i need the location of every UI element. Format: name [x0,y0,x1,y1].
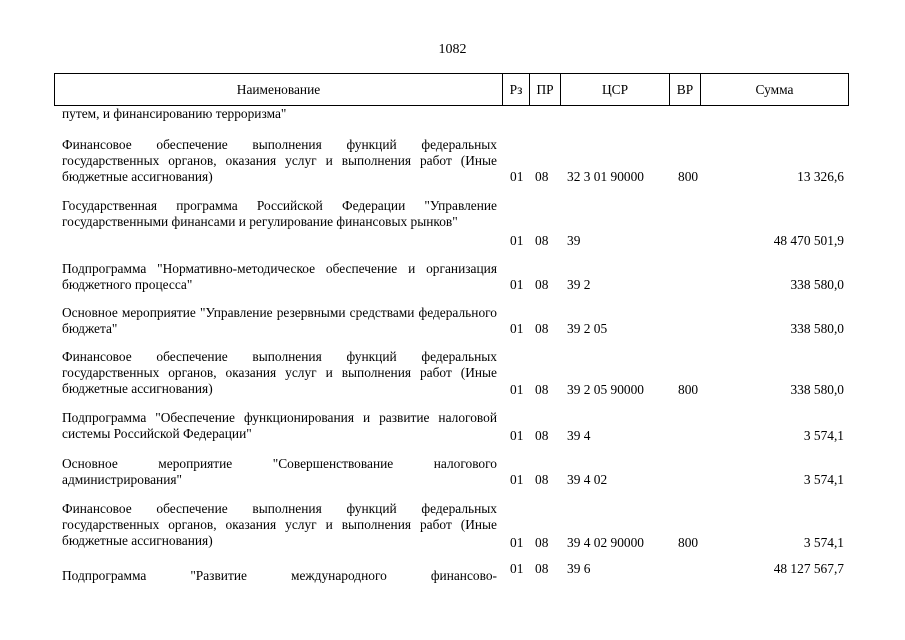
row-name: путем, и финансированию терроризма" [62,106,287,121]
row-sum: 338 580,0 [790,277,844,292]
header-pr: ПР [530,74,561,105]
row-sum: 338 580,0 [790,321,844,336]
row-rz: 01 [510,472,524,487]
row-name: Финансовое обеспечение выполнения функций федеральных государственных органов, оказания услуг и выполнения работ (Иные бюджетные ассигнования) [62,501,497,548]
header-vr: ВР [670,74,701,105]
row-name: Основное мероприятие "Совершенствование налогового администрирования" [62,456,497,487]
row-sum: 48 127 567,7 [773,561,844,576]
page-number: 1082 [438,42,467,57]
row-name: Подпрограмма "Нормативно-методическое обеспечение и организация бюджетного процесса" [62,261,497,292]
row-vr: 800 [678,169,699,184]
row-csr: 39 2 05 [567,321,608,336]
row-name: Подпрограмма "Обеспечение функционирования и развитие налоговой системы Российской Федерации" [62,410,497,441]
row-rz: 01 [510,321,524,336]
row-name: Финансовое обеспечение выполнения функций федеральных государственных органов, оказания услуг и выполнения работ (Иные бюджетные ассигнования) [62,137,497,184]
row-rz: 01 [510,277,524,292]
row-sum: 3 574,1 [803,535,844,550]
header-sum: Сумма [755,81,794,97]
row-pr: 08 [535,428,549,443]
row-csr: 39 4 [567,428,591,443]
row-sum: 48 470 501,9 [773,233,844,248]
row-vr: 800 [678,535,699,550]
row-pr: 08 [535,277,549,292]
row-csr: 39 2 05 90000 [567,382,644,397]
row-rz: 01 [510,428,524,443]
row-vr: 800 [678,382,699,397]
row-sum: 3 574,1 [803,428,844,443]
row-sum: 13 326,6 [797,169,844,184]
row-csr: 39 6 [567,561,591,576]
row-pr: 08 [535,169,549,184]
row-name: Основное мероприятие "Управление резервными средствами федерального бюджета" [62,305,497,336]
row-rz: 01 [510,169,524,184]
row-csr: 39 4 02 90000 [567,535,644,550]
row-name: Государственная программа Российской Федерации "Управление государственными финансами и регулирование финансовых рынков" [62,198,497,229]
row-name: Финансовое обеспечение выполнения функций федеральных государственных органов, оказания услуг и выполнения работ (Иные бюджетные ассигнования) [62,349,497,396]
row-name: Подпрограмма "Развитие международного финансово- [62,568,497,583]
row-pr: 08 [535,233,549,248]
header-name: Наименование [55,74,503,105]
header-csr: ЦСР [561,74,670,105]
row-csr: 39 [567,233,581,248]
row-pr: 08 [535,561,549,576]
row-pr: 08 [535,321,549,336]
row-pr: 08 [535,535,549,550]
row-pr: 08 [535,382,549,397]
row-sum: 3 574,1 [803,472,844,487]
row-csr: 39 2 [567,277,591,292]
row-rz: 01 [510,382,524,397]
row-sum: 338 580,0 [790,382,844,397]
row-rz: 01 [510,233,524,248]
row-csr: 39 4 02 [567,472,608,487]
row-rz: 01 [510,535,524,550]
row-rz: 01 [510,561,524,576]
header-rz: Рз [503,74,530,105]
row-csr: 32 3 01 90000 [567,169,644,184]
row-pr: 08 [535,472,549,487]
